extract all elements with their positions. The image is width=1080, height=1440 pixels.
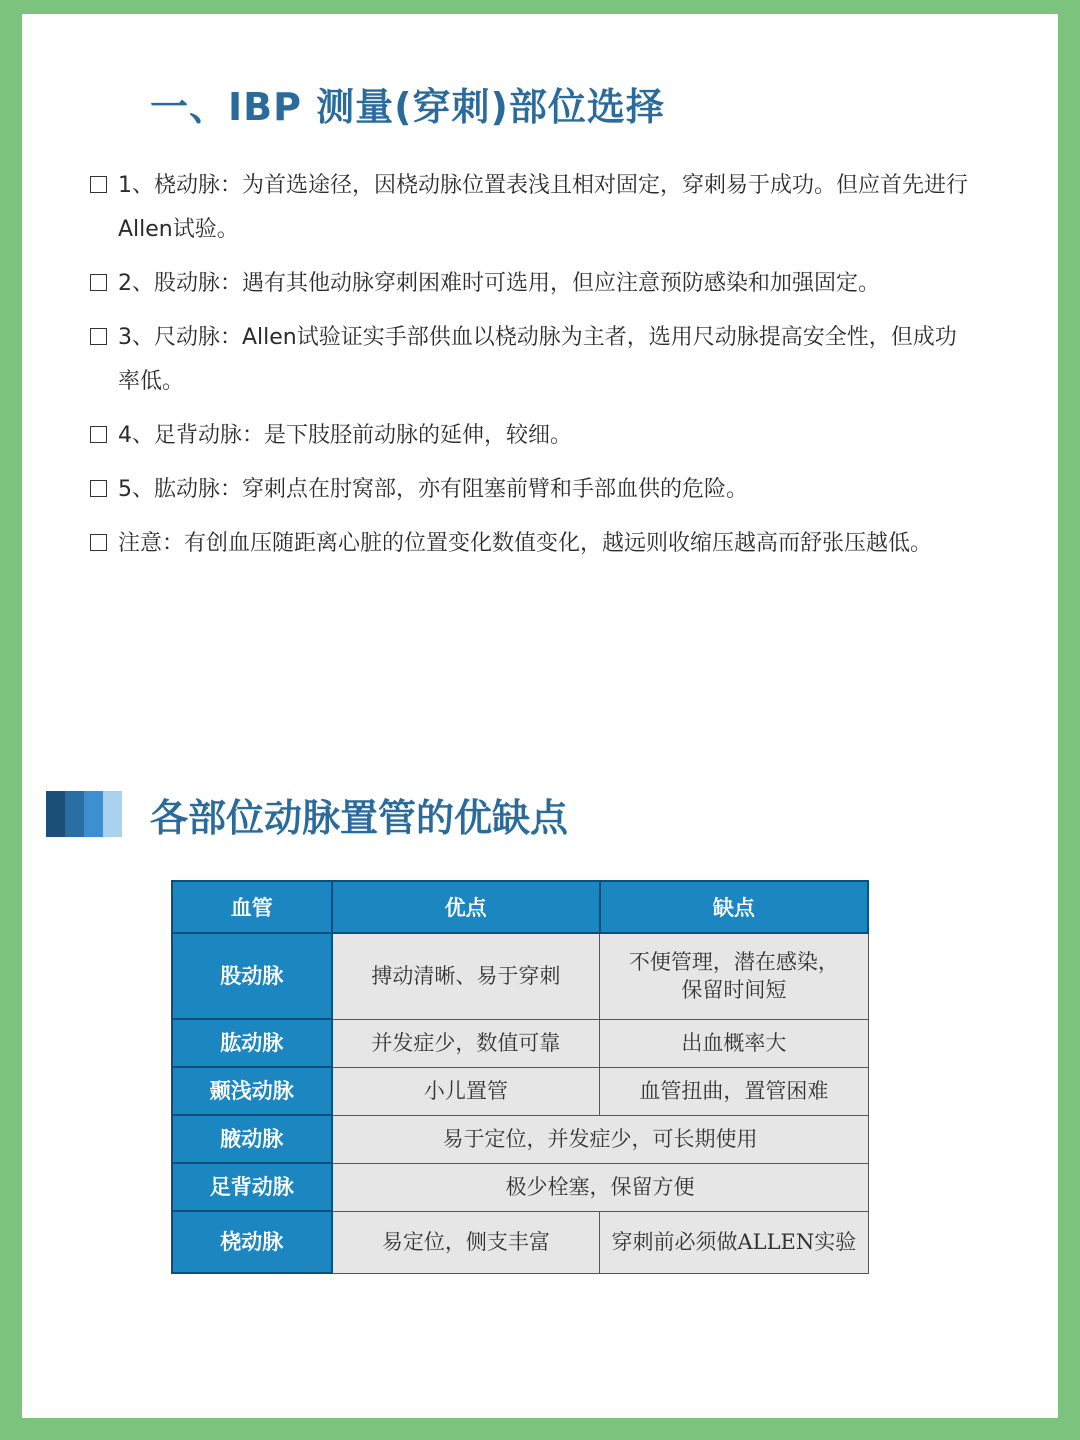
pros-cell: 搏动清晰、易于穿刺	[332, 933, 600, 1019]
cons-line: 不便管理，潜在感染，	[628, 950, 839, 975]
table-row	[172, 1163, 868, 1211]
section-bar	[46, 791, 65, 837]
header-cons: 缺点	[600, 881, 868, 933]
checkbox-icon	[90, 274, 107, 291]
table-row	[172, 933, 868, 1019]
cons-cell	[600, 933, 868, 1019]
cons-cell: 穿刺前必须做ALLEN实验	[600, 1211, 868, 1273]
vessel-cell: 桡动脉	[172, 1211, 332, 1273]
document-page	[22, 14, 1058, 1418]
list-item-text: 注意：有创血压随距离心脏的位置变化数值变化，越远则收缩压越高而舒张压越低。	[118, 531, 933, 556]
table-header-row	[172, 881, 868, 933]
checkbox-icon	[90, 328, 107, 345]
cons-cell: 出血概率大	[600, 1019, 868, 1067]
table-row	[172, 1019, 868, 1067]
list-item	[90, 262, 970, 306]
section-bar	[65, 791, 84, 837]
vessel-cell: 股动脉	[172, 933, 332, 1019]
section-header	[46, 790, 568, 838]
vessel-cell: 足背动脉	[172, 1163, 332, 1211]
checklist	[90, 164, 970, 576]
list-item-text: 5、肱动脉：穿刺点在肘窝部，亦有阻塞前臂和手部血供的危险。	[118, 477, 748, 502]
list-item	[90, 316, 970, 404]
table-row	[172, 1115, 868, 1163]
cons-cell: 血管扭曲，置管困难	[600, 1067, 868, 1115]
vessel-cell: 肱动脉	[172, 1019, 332, 1067]
vessel-cell: 颞浅动脉	[172, 1067, 332, 1115]
section-bar	[84, 791, 103, 837]
cons-line: 保留时间短	[681, 978, 787, 1003]
table-row	[172, 1067, 868, 1115]
list-item-text: 1、桡动脉：为首选途径，因桡动脉位置表浅且相对固定，穿刺易于成功。但应首先进行Allen试验。	[118, 173, 968, 242]
header-vessel: 血管	[172, 881, 332, 933]
section-bar	[103, 791, 122, 837]
vessel-cell: 腋动脉	[172, 1115, 332, 1163]
list-item	[90, 468, 970, 512]
pros-cell: 易定位，侧支丰富	[332, 1211, 600, 1273]
artery-comparison-table	[171, 880, 869, 1274]
list-item	[90, 522, 970, 566]
section-bars-icon	[46, 791, 122, 837]
list-item-text: 3、尺动脉：Allen试验证实手部供血以桡动脉为主者，选用尺动脉提高安全性，但成功率低。	[118, 325, 957, 394]
table-row	[172, 1211, 868, 1273]
merged-cell: 极少栓塞，保留方便	[332, 1163, 868, 1211]
pros-cell: 并发症少，数值可靠	[332, 1019, 600, 1067]
list-item	[90, 164, 970, 252]
checkbox-icon	[90, 480, 107, 497]
list-item-text: 4、足背动脉：是下肢胫前动脉的延伸，较细。	[118, 423, 572, 448]
page-title: 一、IBP 测量(穿刺)部位选择	[150, 85, 665, 129]
list-item-text: 2、股动脉：遇有其他动脉穿刺困难时可选用，但应注意预防感染和加强固定。	[118, 271, 880, 296]
checkbox-icon	[90, 426, 107, 443]
merged-cell: 易于定位，并发症少，可长期使用	[332, 1115, 868, 1163]
checkbox-icon	[90, 534, 107, 551]
pros-cell: 小儿置管	[332, 1067, 600, 1115]
checkbox-icon	[90, 176, 107, 193]
header-pros: 优点	[332, 881, 600, 933]
list-item	[90, 414, 970, 458]
section-title: 各部位动脉置管的优缺点	[150, 795, 569, 840]
